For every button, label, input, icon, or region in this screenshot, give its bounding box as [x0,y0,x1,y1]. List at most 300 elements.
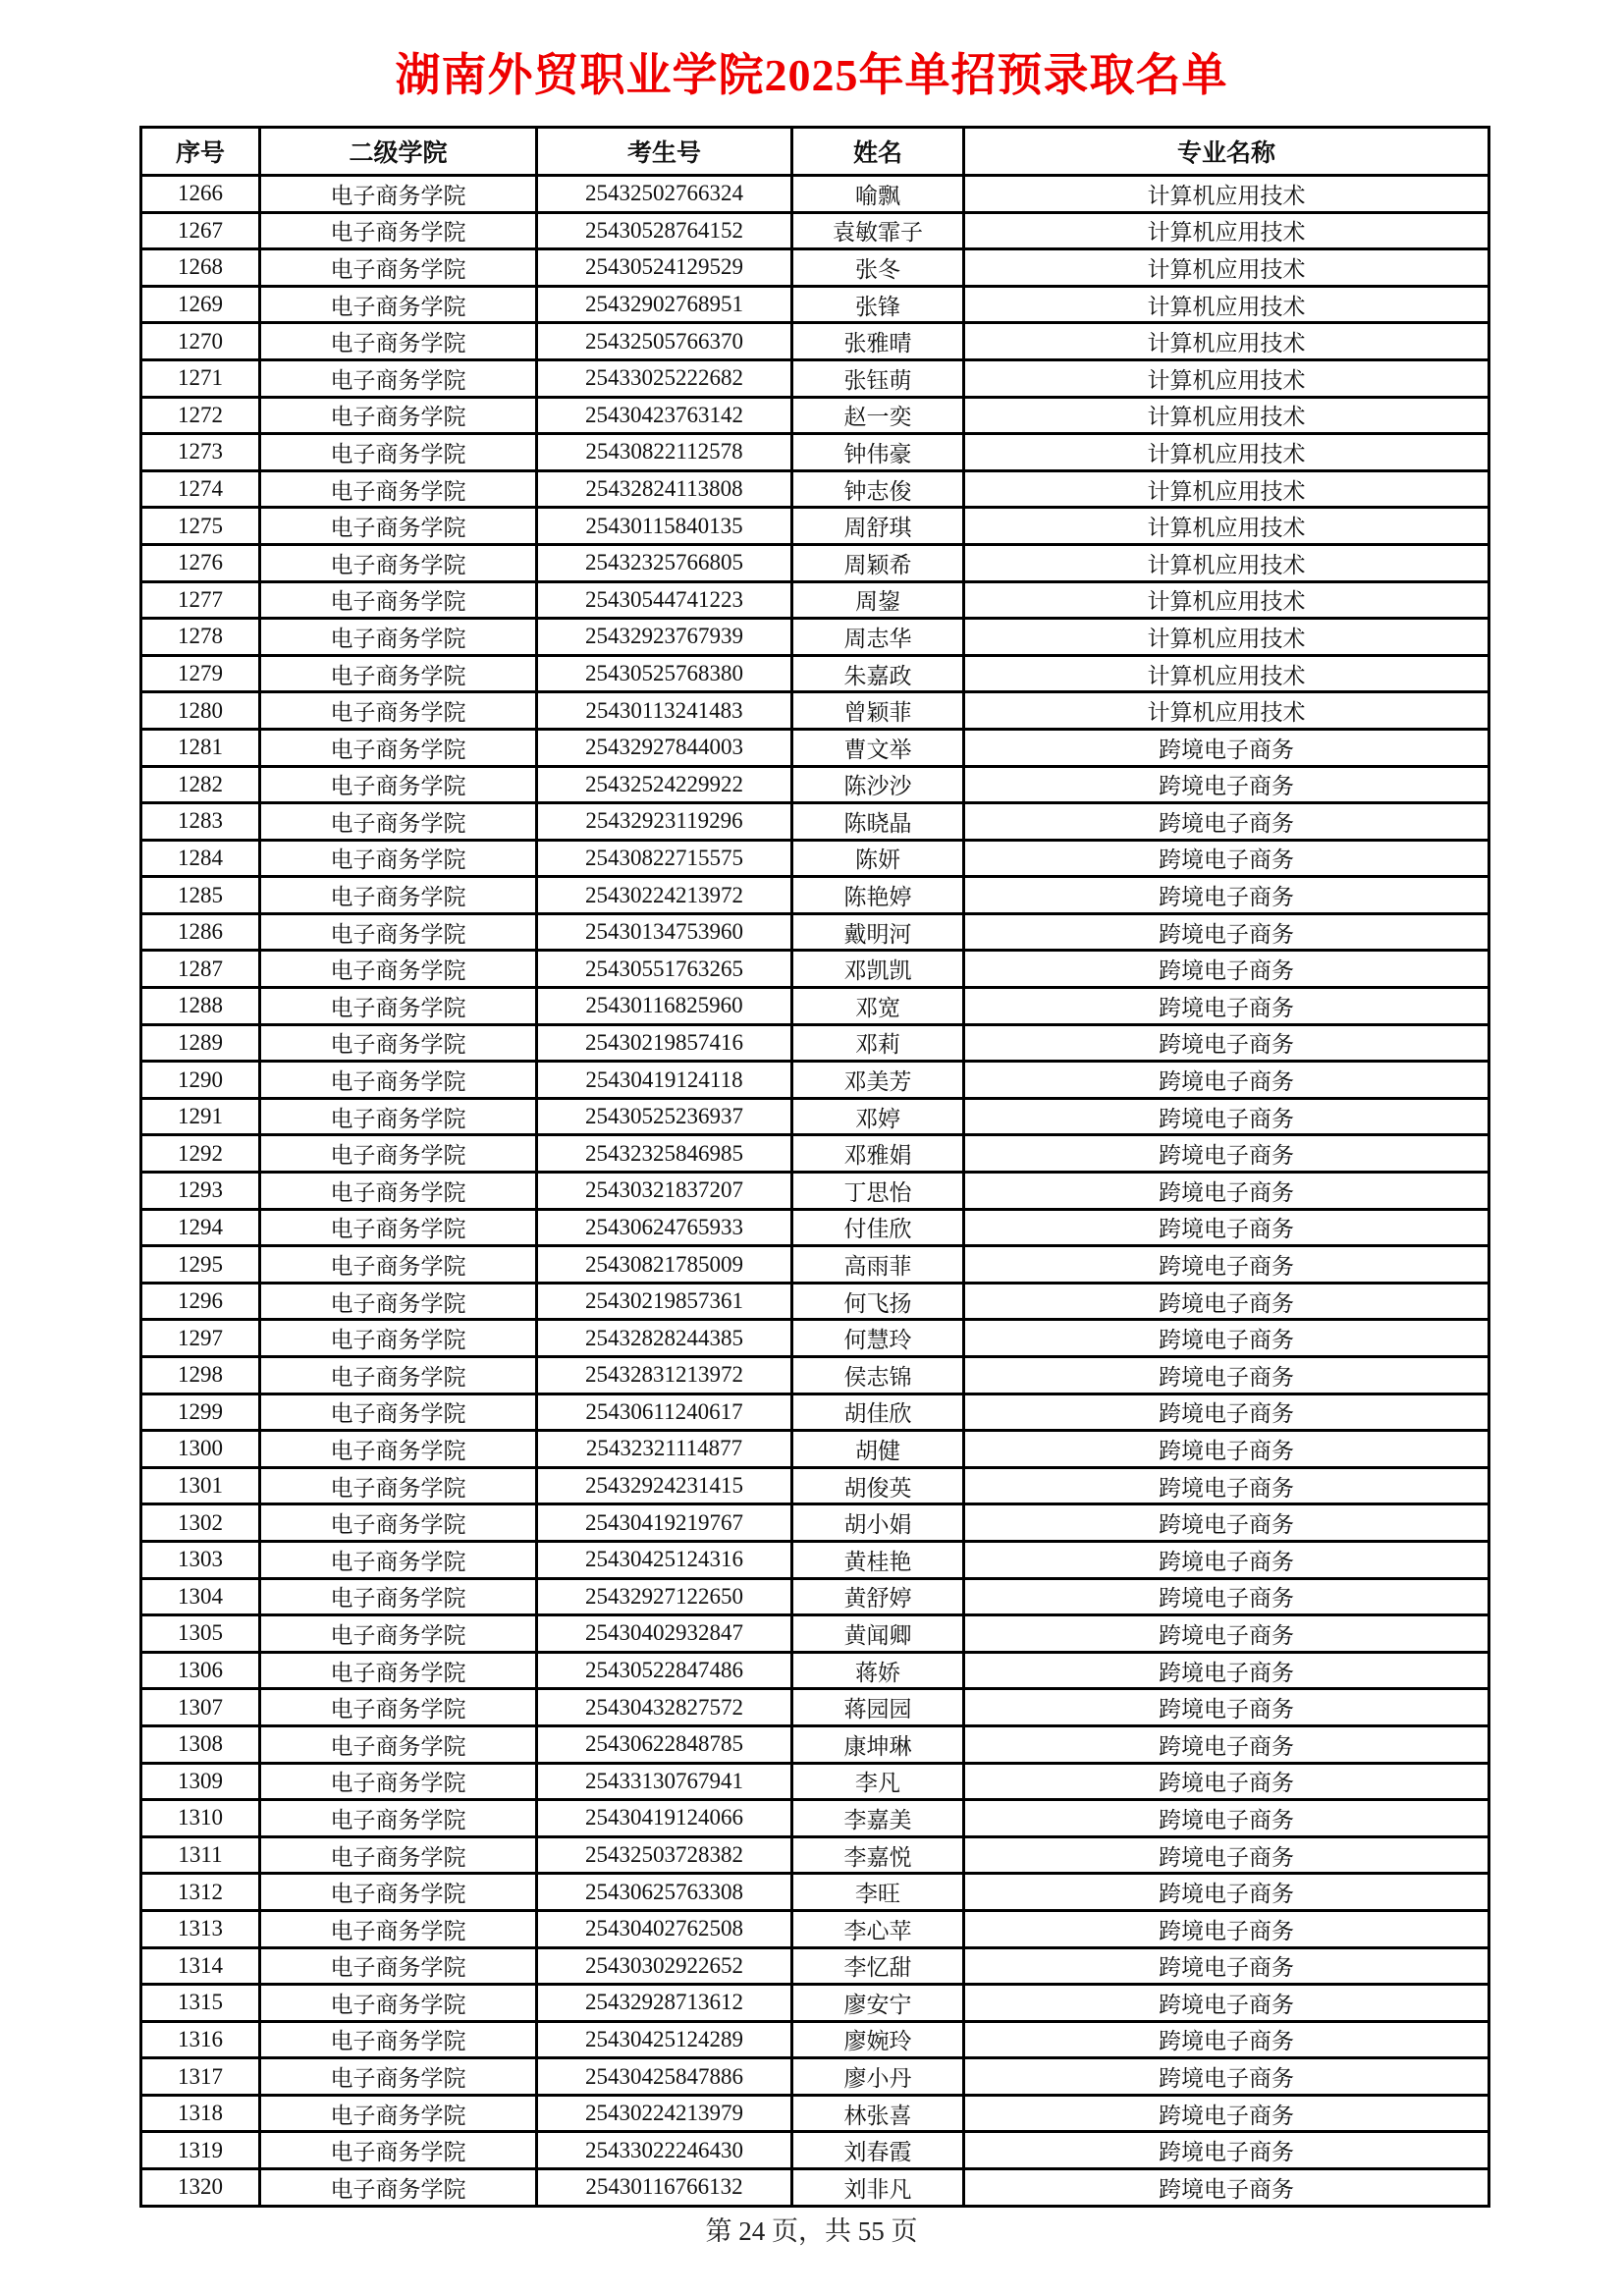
candidate-no-cell: 25430402762508 [537,1910,792,1947]
serial-cell: 1307 [141,1689,260,1726]
college-cell: 电子商务学院 [260,1024,537,1062]
candidate-no-cell: 25430822112578 [537,434,792,471]
major-cell: 跨境电子商务 [964,2095,1489,2132]
table-row [141,397,1489,434]
college-cell: 电子商务学院 [260,1874,537,1911]
serial-cell: 1270 [141,323,260,360]
major-cell: 计算机应用技术 [964,323,1489,360]
candidate-no-cell: 25430115840135 [537,508,792,545]
name-cell: 廖婉玲 [792,2021,964,2058]
college-cell: 电子商务学院 [260,692,537,730]
name-cell: 周舒琪 [792,508,964,545]
candidate-no-cell: 25430525768380 [537,655,792,692]
candidate-no-cell: 25432923119296 [537,803,792,841]
serial-cell: 1297 [141,1320,260,1357]
name-cell: 曹文举 [792,729,964,766]
serial-cell: 1312 [141,1874,260,1911]
table-row [141,544,1489,581]
table-row [141,729,1489,766]
name-cell: 李凡 [792,1763,964,1800]
name-cell: 付佳欣 [792,1209,964,1246]
candidate-no-cell: 25432902768951 [537,286,792,323]
candidate-no-cell: 25432828244385 [537,1320,792,1357]
table-row [141,581,1489,619]
name-cell: 李旺 [792,1874,964,1911]
college-header: 二级学院 [260,128,537,176]
name-cell: 张锋 [792,286,964,323]
name-cell: 侯志锦 [792,1357,964,1394]
candidate-no-cell: 25432502766324 [537,176,792,213]
candidate-no-cell: 25430425847886 [537,2058,792,2096]
name-cell: 陈晓晶 [792,803,964,841]
table-row [141,1246,1489,1284]
candidate-no-cell: 25432321114877 [537,1431,792,1468]
major-cell: 计算机应用技术 [964,692,1489,730]
table-row [141,1800,1489,1837]
college-cell: 电子商务学院 [260,176,537,213]
serial-cell: 1309 [141,1763,260,1800]
serial-cell: 1299 [141,1394,260,1431]
college-cell: 电子商务学院 [260,581,537,619]
college-cell: 电子商务学院 [260,1209,537,1246]
candidate-no-cell: 25430625763308 [537,1874,792,1911]
college-cell: 电子商务学院 [260,1283,537,1320]
name-cell: 张冬 [792,249,964,287]
college-cell: 电子商务学院 [260,1910,537,1947]
table-row [141,323,1489,360]
college-cell: 电子商务学院 [260,286,537,323]
serial-cell: 1319 [141,2132,260,2169]
candidate-no-cell: 25430524129529 [537,249,792,287]
table-row [141,1836,1489,1874]
candidate-no-cell: 25430622848785 [537,1725,792,1763]
name-cell: 赵一奕 [792,397,964,434]
serial-cell: 1294 [141,1209,260,1246]
serial-cell: 1282 [141,766,260,803]
major-cell: 计算机应用技术 [964,470,1489,508]
serial-cell: 1315 [141,1985,260,2022]
major-cell: 跨境电子商务 [964,2021,1489,2058]
major-cell: 跨境电子商务 [964,1467,1489,1504]
table-row [141,1062,1489,1099]
name-cell: 陈妍 [792,840,964,877]
serial-cell: 1267 [141,212,260,249]
serial-cell: 1274 [141,470,260,508]
college-cell: 电子商务学院 [260,1431,537,1468]
major-cell: 跨境电子商务 [964,1135,1489,1173]
name-cell: 戴明河 [792,913,964,951]
serial-cell: 1288 [141,988,260,1025]
name-cell: 邓婷 [792,1098,964,1135]
name-cell: 周鋆 [792,581,964,619]
table-row [141,1725,1489,1763]
name-cell: 袁敏霏子 [792,212,964,249]
name-cell: 何慧玲 [792,1320,964,1357]
name-cell: 周志华 [792,619,964,656]
college-cell: 电子商务学院 [260,212,537,249]
major-cell: 跨境电子商务 [964,1836,1489,1874]
table-row [141,1098,1489,1135]
major-cell: 跨境电子商务 [964,840,1489,877]
table-row [141,1173,1489,1210]
major-cell: 跨境电子商务 [964,1947,1489,1985]
candidate-no-cell: 25430522847486 [537,1652,792,1689]
serial-cell: 1313 [141,1910,260,1947]
college-cell: 电子商务学院 [260,1725,537,1763]
table-row [141,1874,1489,1911]
candidate-no-cell: 25432927844003 [537,729,792,766]
serial-cell: 1272 [141,397,260,434]
serial-cell: 1275 [141,508,260,545]
name-cell: 邓雅娟 [792,1135,964,1173]
table-row [141,1615,1489,1653]
name-cell: 周颖希 [792,544,964,581]
serial-cell: 1306 [141,1652,260,1689]
major-cell: 计算机应用技术 [964,655,1489,692]
college-cell: 电子商务学院 [260,1467,537,1504]
table-row [141,2095,1489,2132]
major-cell: 跨境电子商务 [964,1985,1489,2022]
table-row [141,951,1489,988]
college-cell: 电子商务学院 [260,766,537,803]
candidate-no-cell: 25432824113808 [537,470,792,508]
table-row [141,1910,1489,1947]
major-cell: 跨境电子商务 [964,1062,1489,1099]
serial-cell: 1317 [141,2058,260,2096]
serial-cell: 1284 [141,840,260,877]
candidate-no-cell: 25430611240617 [537,1394,792,1431]
candidate-no-header: 考生号 [537,128,792,176]
table-row [141,1283,1489,1320]
candidate-no-cell: 25430425124316 [537,1541,792,1578]
table-row [141,1357,1489,1394]
serial-cell: 1305 [141,1615,260,1653]
major-cell: 跨境电子商务 [964,1578,1489,1615]
name-cell: 钟志俊 [792,470,964,508]
table-row [141,176,1489,213]
college-cell: 电子商务学院 [260,2095,537,2132]
college-cell: 电子商务学院 [260,1541,537,1578]
serial-cell: 1266 [141,176,260,213]
name-cell: 蒋园园 [792,1689,964,1726]
table-row [141,988,1489,1025]
page-number-footer: 第 24 页，共 55 页 [705,2216,918,2246]
candidate-no-cell: 25430116825960 [537,988,792,1025]
table-row [141,1652,1489,1689]
college-cell: 电子商务学院 [260,1652,537,1689]
name-cell: 刘春霞 [792,2132,964,2169]
candidate-no-cell: 25430821785009 [537,1246,792,1284]
candidate-no-cell: 25430302922652 [537,1947,792,1985]
serial-cell: 1271 [141,359,260,397]
major-cell: 跨境电子商务 [964,1763,1489,1800]
name-cell: 陈沙沙 [792,766,964,803]
serial-cell: 1268 [141,249,260,287]
candidate-no-cell: 25433025222682 [537,359,792,397]
candidate-no-cell: 25430423763142 [537,397,792,434]
name-cell: 喻飘 [792,176,964,213]
serial-cell: 1301 [141,1467,260,1504]
candidate-no-cell: 25432923767939 [537,619,792,656]
college-cell: 电子商务学院 [260,323,537,360]
major-cell: 跨境电子商务 [964,2058,1489,2096]
name-cell: 朱嘉政 [792,655,964,692]
candidate-no-cell: 25430134753960 [537,913,792,951]
name-cell: 陈艳婷 [792,877,964,914]
college-cell: 电子商务学院 [260,1246,537,1284]
table-row [141,619,1489,656]
college-cell: 电子商务学院 [260,1320,537,1357]
table-row [141,1947,1489,1985]
table-row [141,803,1489,841]
name-cell: 丁思怡 [792,1173,964,1210]
candidate-no-cell: 25432927122650 [537,1578,792,1615]
college-cell: 电子商务学院 [260,913,537,951]
candidate-no-cell: 25430425124289 [537,2021,792,2058]
major-cell: 计算机应用技术 [964,249,1489,287]
college-cell: 电子商务学院 [260,1836,537,1874]
page-title: 湖南外贸职业学院2025年单招预录取名单 [395,50,1228,100]
serial-cell: 1269 [141,286,260,323]
major-cell: 跨境电子商务 [964,1800,1489,1837]
major-cell: 跨境电子商务 [964,1173,1489,1210]
college-cell: 电子商务学院 [260,2021,537,2058]
table-row [141,1985,1489,2022]
college-cell: 电子商务学院 [260,2169,537,2207]
serial-cell: 1296 [141,1283,260,1320]
college-cell: 电子商务学院 [260,1947,537,1985]
major-cell: 跨境电子商务 [964,1320,1489,1357]
serial-cell: 1287 [141,951,260,988]
serial-cell: 1295 [141,1246,260,1284]
college-cell: 电子商务学院 [260,803,537,841]
major-cell: 跨境电子商务 [964,1504,1489,1542]
table-row [141,1320,1489,1357]
table-row [141,1431,1489,1468]
candidate-no-cell: 25430419124118 [537,1062,792,1099]
candidate-no-cell: 25430219857416 [537,1024,792,1062]
candidate-no-cell: 25430525236937 [537,1098,792,1135]
serial-cell: 1302 [141,1504,260,1542]
name-cell: 林张喜 [792,2095,964,2132]
name-cell: 张雅晴 [792,323,964,360]
name-cell: 邓凯凯 [792,951,964,988]
candidate-no-cell: 25430624765933 [537,1209,792,1246]
college-cell: 电子商务学院 [260,1394,537,1431]
name-cell: 刘非凡 [792,2169,964,2207]
table-row [141,2021,1489,2058]
major-cell: 跨境电子商务 [964,766,1489,803]
serial-cell: 1276 [141,544,260,581]
table-row [141,434,1489,471]
college-cell: 电子商务学院 [260,1173,537,1210]
candidate-no-cell: 25432505766370 [537,323,792,360]
candidate-no-cell: 25432325766805 [537,544,792,581]
table-row [141,1504,1489,1542]
major-cell: 跨境电子商务 [964,2132,1489,2169]
serial-cell: 1278 [141,619,260,656]
serial-cell: 1314 [141,1947,260,1985]
serial-cell: 1277 [141,581,260,619]
major-cell: 计算机应用技术 [964,359,1489,397]
name-cell: 胡健 [792,1431,964,1468]
name-cell: 胡小娟 [792,1504,964,1542]
college-cell: 电子商务学院 [260,2058,537,2096]
college-cell: 电子商务学院 [260,1135,537,1173]
college-cell: 电子商务学院 [260,1578,537,1615]
major-cell: 跨境电子商务 [964,1874,1489,1911]
table-row [141,692,1489,730]
name-cell: 邓美芳 [792,1062,964,1099]
candidate-no-cell: 25432503728382 [537,1836,792,1874]
major-cell: 跨境电子商务 [964,1689,1489,1726]
candidate-no-cell: 25430224213979 [537,2095,792,2132]
serial-cell: 1292 [141,1135,260,1173]
serial-cell: 1311 [141,1836,260,1874]
major-cell: 跨境电子商务 [964,2169,1489,2207]
table-row [141,655,1489,692]
college-cell: 电子商务学院 [260,1062,537,1099]
serial-cell: 1280 [141,692,260,730]
college-cell: 电子商务学院 [260,2132,537,2169]
major-cell: 跨境电子商务 [964,1209,1489,1246]
name-cell: 黄闻卿 [792,1615,964,1653]
name-cell: 胡佳欣 [792,1394,964,1431]
major-header: 专业名称 [964,128,1489,176]
college-cell: 电子商务学院 [260,619,537,656]
name-cell: 钟伟豪 [792,434,964,471]
major-cell: 跨境电子商务 [964,729,1489,766]
major-cell: 跨境电子商务 [964,1394,1489,1431]
name-cell: 李忆甜 [792,1947,964,1985]
college-cell: 电子商务学院 [260,951,537,988]
college-cell: 电子商务学院 [260,729,537,766]
major-cell: 跨境电子商务 [964,1431,1489,1468]
candidate-no-cell: 25430116766132 [537,2169,792,2207]
table-row [141,1578,1489,1615]
table-row [141,286,1489,323]
table-row [141,1763,1489,1800]
candidate-no-cell: 25430219857361 [537,1283,792,1320]
college-cell: 电子商务学院 [260,988,537,1025]
candidate-no-cell: 25430432827572 [537,1689,792,1726]
major-cell: 跨境电子商务 [964,803,1489,841]
candidate-no-cell: 25430402932847 [537,1615,792,1653]
table-row [141,1135,1489,1173]
table-row [141,212,1489,249]
major-cell: 跨境电子商务 [964,1024,1489,1062]
name-cell: 曾颖菲 [792,692,964,730]
name-cell: 李嘉美 [792,1800,964,1837]
name-cell: 廖小丹 [792,2058,964,2096]
major-cell: 跨境电子商务 [964,1357,1489,1394]
major-cell: 计算机应用技术 [964,176,1489,213]
table-row [141,766,1489,803]
table-row [141,1541,1489,1578]
name-cell: 廖安宁 [792,1985,964,2022]
candidate-no-cell: 25430419124066 [537,1800,792,1837]
major-cell: 跨境电子商务 [964,877,1489,914]
table-row [141,1394,1489,1431]
candidate-no-cell: 25432831213972 [537,1357,792,1394]
college-cell: 电子商务学院 [260,1689,537,1726]
major-cell: 跨境电子商务 [964,951,1489,988]
candidate-no-cell: 25430544741223 [537,581,792,619]
table-row [141,1467,1489,1504]
table-row [141,470,1489,508]
college-cell: 电子商务学院 [260,840,537,877]
college-cell: 电子商务学院 [260,1357,537,1394]
table-row [141,1209,1489,1246]
college-cell: 电子商务学院 [260,470,537,508]
college-cell: 电子商务学院 [260,1763,537,1800]
major-cell: 跨境电子商务 [964,1910,1489,1947]
serial-cell: 1303 [141,1541,260,1578]
college-cell: 电子商务学院 [260,877,537,914]
serial-cell: 1273 [141,434,260,471]
name-cell: 康坤琳 [792,1725,964,1763]
candidate-no-cell: 25432524229922 [537,766,792,803]
major-cell: 跨境电子商务 [964,913,1489,951]
major-cell: 跨境电子商务 [964,1725,1489,1763]
serial-cell: 1293 [141,1173,260,1210]
table-row [141,2169,1489,2207]
serial-cell: 1281 [141,729,260,766]
serial-cell: 1320 [141,2169,260,2207]
name-cell: 邓宽 [792,988,964,1025]
college-cell: 电子商务学院 [260,249,537,287]
candidate-no-cell: 25433130767941 [537,1763,792,1800]
serial-cell: 1298 [141,1357,260,1394]
name-cell: 张钰萌 [792,359,964,397]
candidate-no-cell: 25432924231415 [537,1467,792,1504]
candidate-no-cell: 25432928713612 [537,1985,792,2022]
name-cell: 黄舒婷 [792,1578,964,1615]
college-cell: 电子商务学院 [260,1504,537,1542]
name-cell: 李嘉悦 [792,1836,964,1874]
major-cell: 计算机应用技术 [964,581,1489,619]
major-cell: 计算机应用技术 [964,286,1489,323]
table-row [141,1024,1489,1062]
table-row [141,359,1489,397]
college-cell: 电子商务学院 [260,1098,537,1135]
candidate-no-cell: 25430528764152 [537,212,792,249]
table-row [141,1689,1489,1726]
college-cell: 电子商务学院 [260,1800,537,1837]
major-cell: 计算机应用技术 [964,434,1489,471]
candidate-no-cell: 25430822715575 [537,840,792,877]
name-cell: 高雨菲 [792,1246,964,1284]
college-cell: 电子商务学院 [260,655,537,692]
major-cell: 跨境电子商务 [964,1541,1489,1578]
name-cell: 胡俊英 [792,1467,964,1504]
candidate-no-cell: 25430551763265 [537,951,792,988]
name-cell: 何飞扬 [792,1283,964,1320]
candidate-no-cell: 25430321837207 [537,1173,792,1210]
major-cell: 跨境电子商务 [964,988,1489,1025]
name-cell: 黄桂艳 [792,1541,964,1578]
serial-cell: 1283 [141,803,260,841]
major-cell: 计算机应用技术 [964,212,1489,249]
serial-cell: 1318 [141,2095,260,2132]
college-cell: 电子商务学院 [260,359,537,397]
major-cell: 跨境电子商务 [964,1098,1489,1135]
serial-cell: 1316 [141,2021,260,2058]
serial-cell: 1289 [141,1024,260,1062]
candidate-no-cell: 25430419219767 [537,1504,792,1542]
candidate-no-cell: 25432325846985 [537,1135,792,1173]
serial-header: 序号 [141,128,260,176]
